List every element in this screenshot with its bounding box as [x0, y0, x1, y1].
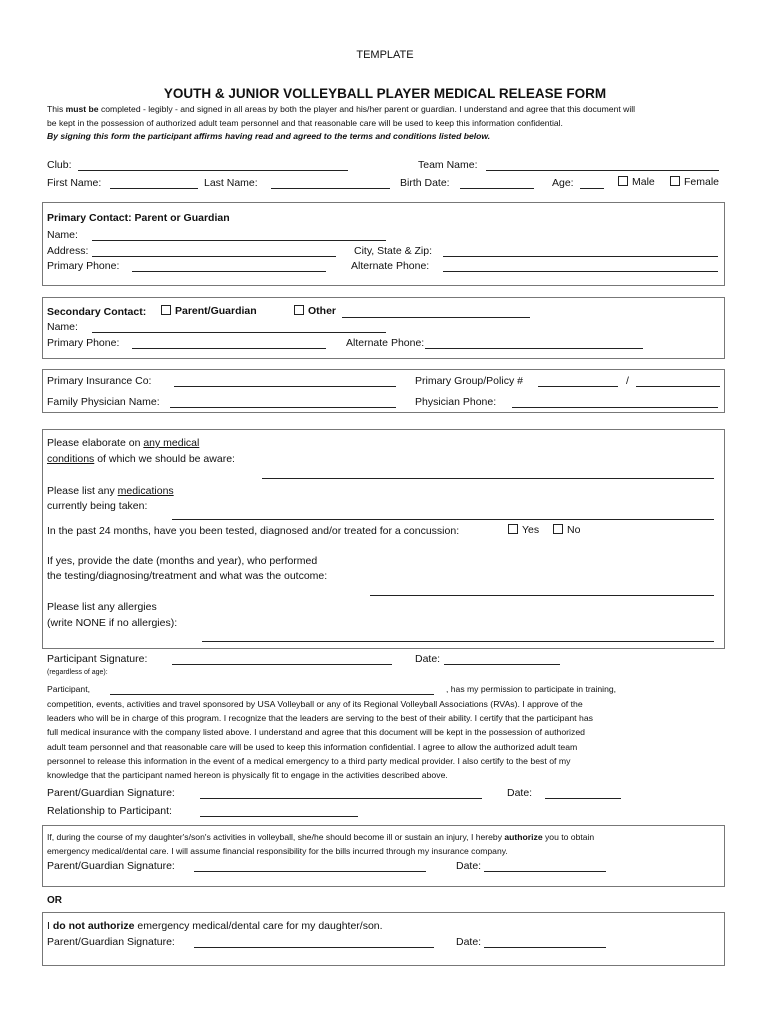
- release-line: leaders who will be in charge of this program. I recognize that the leaders are serving to the best of their ability. I certify that the participant has: [47, 713, 593, 724]
- authorize-date-field[interactable]: [484, 871, 606, 872]
- affirm-statement: By signing this form the participant affirms having read and agreed to the terms and conditions listed below.: [47, 131, 491, 141]
- medications-field[interactable]: [172, 519, 714, 520]
- not-authorize-signature-label: Parent/Guardian Signature:: [47, 936, 175, 948]
- relationship-field[interactable]: [200, 816, 358, 817]
- guardian-date-label: Date:: [507, 787, 533, 799]
- conditions-label-2: conditions of which we should be aware:: [47, 453, 235, 465]
- pc-address-label: Address:: [47, 245, 89, 257]
- not-authorize-date-label: Date:: [456, 936, 482, 948]
- if-yes-label-2: the testing/diagnosing/treatment and what was the outcome:: [47, 570, 328, 582]
- sc-parent-checkbox[interactable]: Parent/Guardian: [161, 305, 257, 318]
- pc-city-field[interactable]: [443, 256, 718, 257]
- male-checkbox[interactable]: Male: [618, 176, 655, 189]
- physician-phone-field[interactable]: [512, 407, 718, 408]
- sc-name-field[interactable]: [92, 332, 386, 333]
- checkbox-icon: [508, 524, 518, 534]
- not-authorize-signature-field[interactable]: [194, 947, 434, 948]
- concussion-question: In the past 24 months, have you been tested, diagnosed and/or treated for a concussion:: [47, 525, 460, 537]
- policy-label: Primary Group/Policy #: [415, 375, 523, 387]
- template-label: TEMPLATE: [356, 49, 414, 61]
- pc-phone-field[interactable]: [132, 271, 326, 272]
- guardian-signature-label: Parent/Guardian Signature:: [47, 787, 175, 799]
- intro-line-2: be kept in the possession of authorized adult team personnel and that reasonable care will be used to keep this information confidential.: [47, 118, 563, 128]
- club-label: Club:: [47, 159, 72, 171]
- authorize-signature-label: Parent/Guardian Signature:: [47, 860, 175, 872]
- guardian-signature-field[interactable]: [200, 798, 482, 799]
- release-line: competition, events, activities and travel sponsored by USA Volleyball or any of its Regional Volleyball Associations (RVAs). I approve of the: [47, 699, 583, 709]
- regardless-of-age: (regardless of age):: [47, 669, 108, 676]
- form-title: YOUTH & JUNIOR VOLLEYBALL PLAYER MEDICAL RELEASE FORM: [163, 86, 607, 101]
- participant-name-field[interactable]: [110, 694, 434, 695]
- last-name-label: Last Name:: [204, 177, 258, 189]
- insurance-co-field[interactable]: [174, 386, 396, 387]
- team-name-label: Team Name:: [418, 159, 478, 171]
- pc-city-label: City, State & Zip:: [354, 245, 432, 257]
- primary-contact-heading: Primary Contact: Parent or Guardian: [47, 212, 230, 224]
- checkbox-icon: [670, 176, 680, 186]
- policy-field[interactable]: [636, 386, 720, 387]
- authorize-signature-field[interactable]: [194, 871, 426, 872]
- relationship-label: Relationship to Participant:: [47, 805, 172, 817]
- group-field[interactable]: [538, 386, 618, 387]
- participant-label: Participant,: [47, 684, 90, 694]
- sc-alt-phone-field[interactable]: [425, 348, 643, 349]
- permission-text: , has my permission to participate in training,: [446, 684, 617, 694]
- pc-name-field[interactable]: [92, 240, 386, 241]
- medications-label-2: currently being taken:: [47, 500, 148, 512]
- authorize-date-label: Date:: [456, 860, 482, 872]
- team-name-field[interactable]: [486, 170, 719, 171]
- birth-date-label: Birth Date:: [400, 177, 450, 189]
- allergies-label-2: (write NONE if no allergies):: [47, 617, 178, 629]
- allergies-field[interactable]: [202, 641, 714, 642]
- intro-line-1: This must be completed - legibly - and signed in all areas by both the player and his/her parent or guardian. I understand and agree that this document will: [47, 104, 636, 114]
- if-yes-label-1: If yes, provide the date (months and year), who performed: [47, 555, 318, 567]
- release-line: knowledge that the participant named hereon is physically fit to engage in the activities described above.: [47, 770, 448, 781]
- conditions-label-1: Please elaborate on any medical: [47, 437, 200, 449]
- checkbox-icon: [294, 305, 304, 315]
- authorize-line-2: emergency medical/dental care. I will assume financial responsibility for the bills incurred through my insurance company.: [47, 846, 508, 856]
- or-label: OR: [47, 895, 62, 906]
- pc-phone-label: Primary Phone:: [47, 260, 120, 272]
- conditions-field[interactable]: [262, 478, 714, 479]
- release-paragraph: [47, 697, 747, 782]
- birth-date-field[interactable]: [460, 188, 534, 189]
- participant-signature-label: Participant Signature:: [47, 653, 148, 665]
- concussion-no-checkbox[interactable]: No: [553, 524, 580, 537]
- not-authorize-line: I do not authorize emergency medical/dental care for my daughter/son.: [47, 920, 383, 932]
- release-line: personnel to release this information in the event of a medical emergency to a third party medical provider. I also certify to the best of my: [47, 755, 571, 766]
- sc-other-checkbox[interactable]: Other: [294, 305, 336, 318]
- authorize-line-1: If, during the course of my daughter's/son's activities in volleyball, she/he should become ill or sustain an injury, I hereby authorize you to obtain: [47, 832, 595, 842]
- sc-other-field[interactable]: [342, 317, 530, 318]
- checkbox-icon: [161, 305, 171, 315]
- last-name-field[interactable]: [271, 188, 390, 189]
- insurance-co-label: Primary Insurance Co:: [47, 375, 152, 387]
- pc-alt-phone-field[interactable]: [443, 271, 718, 272]
- club-field[interactable]: [78, 170, 348, 171]
- first-name-label: First Name:: [47, 177, 102, 189]
- participant-signature-field[interactable]: [172, 664, 392, 665]
- if-yes-field[interactable]: [370, 595, 714, 596]
- sc-phone-field[interactable]: [132, 348, 326, 349]
- medications-label-1: Please list any medications: [47, 485, 174, 497]
- guardian-date-field[interactable]: [545, 798, 621, 799]
- first-name-field[interactable]: [110, 188, 198, 189]
- not-authorize-date-field[interactable]: [484, 947, 606, 948]
- pc-alt-phone-label: Alternate Phone:: [351, 260, 430, 272]
- age-label: Age:: [552, 177, 574, 189]
- sc-phone-label: Primary Phone:: [47, 337, 120, 349]
- pc-address-field[interactable]: [92, 256, 336, 257]
- release-line: adult team personnel and that reasonable care will be used to keep this information confidential. I agree to allow the authorized adult team: [47, 741, 578, 752]
- sc-name-label: Name:: [47, 321, 78, 333]
- secondary-contact-heading: Secondary Contact:: [47, 306, 147, 318]
- release-line: full medical insurance with the company listed above. I understand and agree that this document will be kept in the possession of authorized: [47, 727, 585, 738]
- age-field[interactable]: [580, 188, 604, 189]
- sc-alt-phone-label: Alternate Phone:: [346, 337, 425, 349]
- physician-label: Family Physician Name:: [47, 396, 160, 408]
- checkbox-icon: [618, 176, 628, 186]
- allergies-label-1: Please list any allergies: [47, 601, 157, 613]
- participant-date-label: Date:: [415, 653, 441, 665]
- physician-phone-label: Physician Phone:: [415, 396, 497, 408]
- participant-date-field[interactable]: [444, 664, 560, 665]
- policy-slash: /: [626, 375, 629, 387]
- checkbox-icon: [553, 524, 563, 534]
- concussion-yes-checkbox[interactable]: Yes: [508, 524, 539, 537]
- female-checkbox[interactable]: Female: [670, 176, 719, 189]
- physician-field[interactable]: [170, 407, 396, 408]
- pc-name-label: Name:: [47, 229, 78, 241]
